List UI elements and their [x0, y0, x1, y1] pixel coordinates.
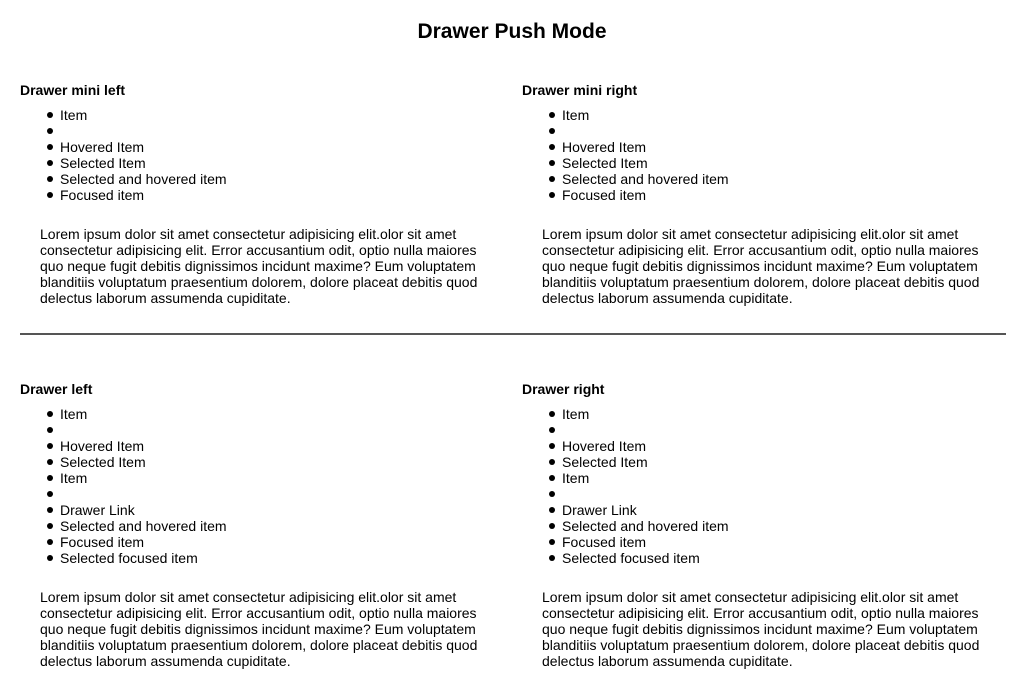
bullet-icon — [47, 539, 53, 545]
drawer-item-selected-focused[interactable] — [20, 550, 227, 566]
drawer-item-selected[interactable] — [522, 155, 729, 171]
bullet-icon — [47, 176, 53, 182]
bullet-icon — [549, 491, 555, 497]
drawer-item-label: Selected and hovered item — [60, 518, 227, 534]
content-text: Lorem ipsum dolor sit amet consectetur adipisicing elit.olor sit amet consectetur adipisicing elit. Error accusantium odit, optio nulla maiores quo neque fugit debitis dignissimos incidunt maxime? Eum voluptatem blanditiis voluptatum praesentium dolorem, dolore placeat debitis quod delectus laborum assumenda cupiditate. — [40, 589, 478, 669]
bullet-icon — [47, 160, 53, 166]
drawer-item-focused[interactable] — [20, 187, 227, 203]
bullet-icon — [47, 128, 53, 134]
drawer-item-label: Item — [60, 107, 88, 123]
drawer-item[interactable] — [522, 406, 729, 422]
bullet-icon — [549, 144, 555, 150]
drawer-item-label: Selected Item — [60, 454, 146, 470]
drawer-item[interactable] — [522, 123, 729, 139]
content-text: Lorem ipsum dolor sit amet consectetur adipisicing elit.olor sit amet consectetur adipisicing elit. Error accusantium odit, optio nulla maiores quo neque fugit debitis dignissimos incidunt maxime? Eum voluptatem blanditiis voluptatum praesentium dolorem, dolore placeat debitis quod delectus laborum assumenda cupiditate. — [40, 226, 478, 306]
drawer-item-label: Hovered Item — [60, 438, 145, 454]
drawer-item-label: Selected and hovered item — [562, 518, 729, 534]
drawer-item-hovered[interactable] — [522, 438, 729, 454]
drawer-item[interactable] — [522, 470, 729, 486]
drawer-item-selected-hovered[interactable] — [20, 518, 227, 534]
content-text: Lorem ipsum dolor sit amet consectetur adipisicing elit.olor sit amet consectetur adipisicing elit. Error accusantium odit, optio nulla maiores quo neque fugit debitis dignissimos incidunt maxime? Eum voluptatem blanditiis voluptatum praesentium dolorem, dolore placeat debitis quod delectus laborum assumenda cupiditate. — [542, 226, 980, 306]
drawer-item-label: Drawer Link — [562, 502, 637, 518]
drawer-item-label: Focused item — [60, 187, 145, 203]
drawer-list — [20, 406, 227, 566]
bullet-icon — [549, 427, 555, 433]
drawer-item-focused[interactable] — [522, 534, 729, 550]
bullet-icon — [549, 539, 555, 545]
drawer-item-label: Hovered Item — [60, 139, 145, 155]
bullet-icon — [549, 443, 555, 449]
drawer-item-focused[interactable] — [20, 534, 227, 550]
bullet-icon — [549, 507, 555, 513]
drawer-list — [522, 406, 729, 566]
drawer-item-label: Selected focused item — [60, 550, 198, 566]
content-text: Lorem ipsum dolor sit amet consectetur adipisicing elit.olor sit amet consectetur adipisicing elit. Error accusantium odit, optio nulla maiores quo neque fugit debitis dignissimos incidunt maxime? Eum voluptatem blanditiis voluptatum praesentium dolorem, dolore placeat debitis quod delectus laborum assumenda cupiditate. — [542, 589, 980, 669]
bullet-icon — [47, 144, 53, 150]
bullet-icon — [47, 411, 53, 417]
drawer-item-selected[interactable] — [20, 155, 227, 171]
drawer-item-hovered[interactable] — [20, 438, 227, 454]
bullet-icon — [549, 411, 555, 417]
bullet-icon — [47, 491, 53, 497]
bullet-icon — [549, 523, 555, 529]
drawer-item-selected[interactable] — [522, 454, 729, 470]
bullet-icon — [47, 192, 53, 198]
drawer-item[interactable] — [20, 107, 227, 123]
drawer-item-label: Focused item — [562, 187, 647, 203]
bullet-icon — [47, 523, 53, 529]
drawer-item-label: Hovered Item — [562, 438, 647, 454]
drawer-item-label: Selected Item — [562, 155, 648, 171]
drawer-item-label: Selected and hovered item — [60, 171, 227, 187]
drawer-item-label: Item — [562, 107, 590, 123]
drawer-item[interactable] — [20, 486, 227, 502]
drawer-item-label: Item — [562, 470, 590, 486]
drawer-item[interactable] — [522, 107, 729, 123]
drawer-link[interactable] — [522, 502, 729, 518]
bullet-icon — [47, 112, 53, 118]
drawer-item-focused[interactable] — [522, 187, 729, 203]
drawer-list — [20, 107, 227, 203]
drawer-link[interactable] — [20, 502, 227, 518]
section-title: Drawer right — [522, 381, 605, 397]
bullet-icon — [549, 160, 555, 166]
drawer-item[interactable] — [20, 470, 227, 486]
drawer-item-label: Selected Item — [60, 155, 146, 171]
drawer-item-label: Selected Item — [562, 454, 648, 470]
drawer-item-label: Selected focused item — [562, 550, 700, 566]
drawer-item[interactable] — [20, 422, 227, 438]
drawer-item-label: Item — [60, 406, 88, 422]
section-title: Drawer left — [20, 381, 93, 397]
bullet-icon — [549, 555, 555, 561]
drawer-item-label: Selected and hovered item — [562, 171, 729, 187]
section-title: Drawer mini right — [522, 82, 638, 98]
bullet-icon — [47, 555, 53, 561]
bullet-icon — [549, 112, 555, 118]
drawer-item-selected-hovered[interactable] — [522, 171, 729, 187]
bullet-icon — [549, 459, 555, 465]
drawer-item[interactable] — [522, 422, 729, 438]
bullet-icon — [549, 475, 555, 481]
drawer-item-selected[interactable] — [20, 454, 227, 470]
drawer-item[interactable] — [20, 406, 227, 422]
bullet-icon — [549, 192, 555, 198]
bullet-icon — [47, 427, 53, 433]
drawer-item-label: Focused item — [562, 534, 647, 550]
bullet-icon — [47, 459, 53, 465]
bullet-icon — [549, 128, 555, 134]
drawer-item-label: Focused item — [60, 534, 145, 550]
drawer-item-selected-hovered[interactable] — [20, 171, 227, 187]
drawer-list — [522, 107, 729, 203]
drawer-item-hovered[interactable] — [20, 139, 227, 155]
drawer-item-label: Drawer Link — [60, 502, 135, 518]
section-title: Drawer mini left — [20, 82, 126, 98]
bullet-icon — [47, 507, 53, 513]
bullet-icon — [47, 475, 53, 481]
drawer-item-label: Item — [562, 406, 590, 422]
drawer-item[interactable] — [522, 486, 729, 502]
drawer-item-label: Item — [60, 470, 88, 486]
bullet-icon — [47, 443, 53, 449]
drawer-item[interactable] — [20, 123, 227, 139]
page-title: Drawer Push Mode — [417, 20, 607, 43]
drawer-item-selected-focused[interactable] — [522, 550, 729, 566]
drawer-item-hovered[interactable] — [522, 139, 729, 155]
drawer-item-selected-hovered[interactable] — [522, 518, 729, 534]
drawer-item-label: Hovered Item — [562, 139, 647, 155]
section-divider — [20, 333, 1006, 335]
bullet-icon — [549, 176, 555, 182]
